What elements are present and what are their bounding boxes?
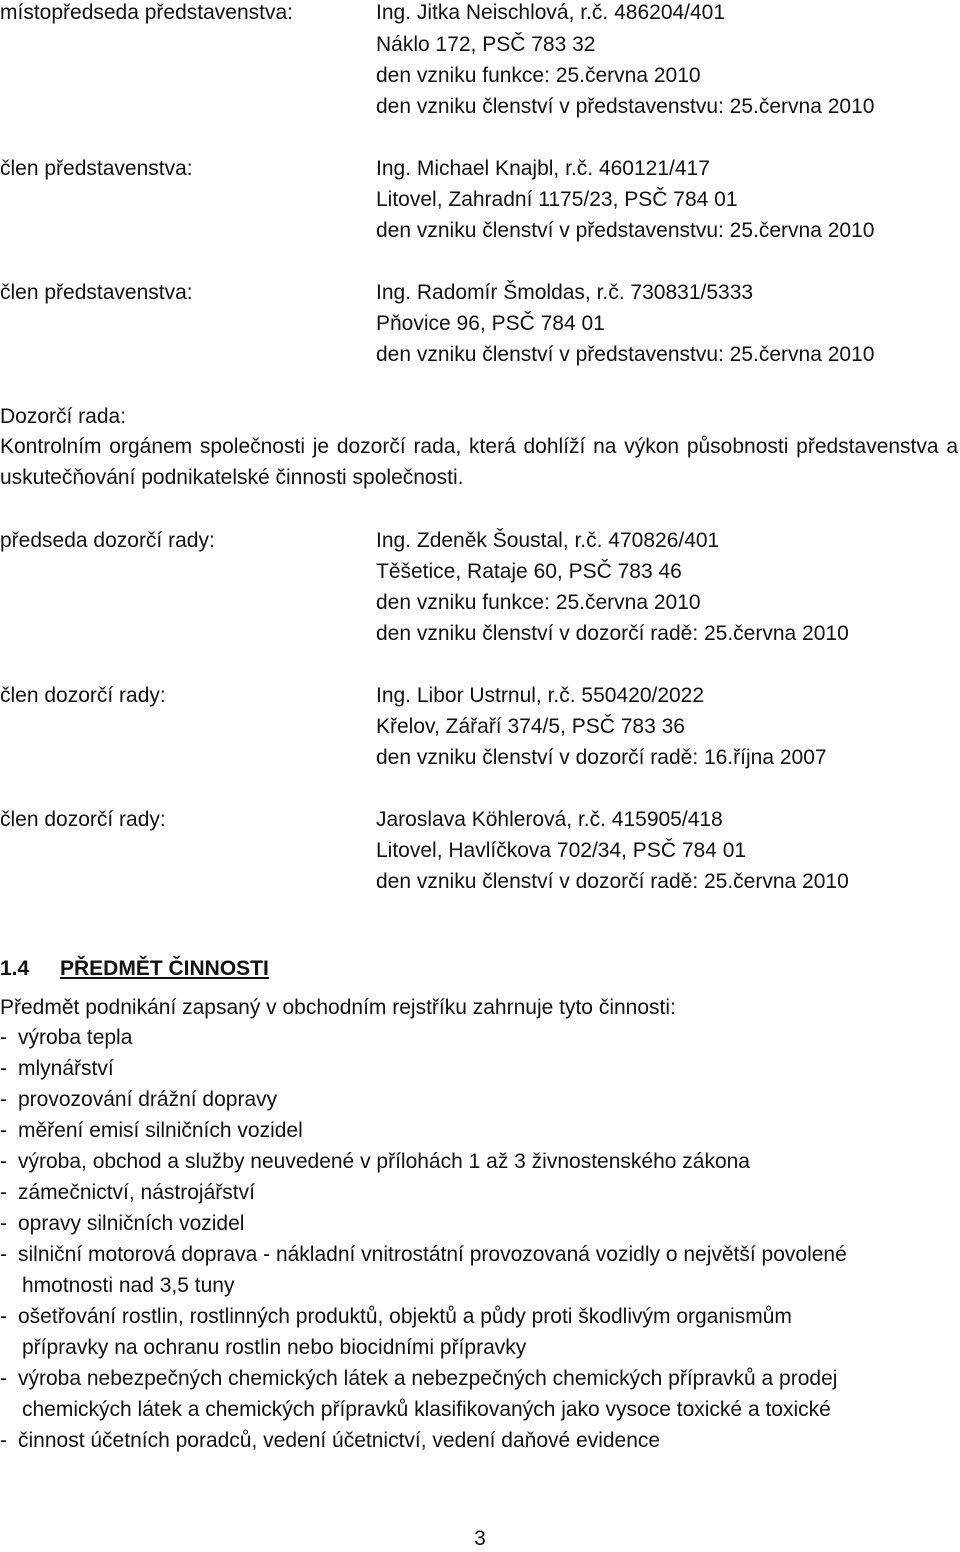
list-item-text: mlynářství bbox=[18, 1057, 114, 1080]
section-heading bbox=[0, 956, 269, 982]
member-name: Ing. Jitka Neischlová, r.č. 486204/401 bbox=[376, 1, 726, 24]
list-dash: - bbox=[0, 1088, 7, 1111]
member-date: den vzniku členství v dozorčí radě: 25.června 2010 bbox=[376, 622, 849, 645]
list-item-text: výroba nebezpečných chemických látek a nebezpečných chemických přípravků a prodej bbox=[18, 1367, 838, 1390]
list-dash: - bbox=[0, 1150, 7, 1173]
list-item-continuation: chemických látek a chemických přípravků klasifikovaných jako vysoce toxické a toxické bbox=[22, 1398, 831, 1421]
list-item-text: silniční motorová doprava - nákladní vnitrostátní provozovaná vozidly o největší povolené bbox=[18, 1243, 847, 1266]
list-item bbox=[0, 1428, 660, 1454]
list-item bbox=[0, 1087, 277, 1113]
member-date: den vzniku členství v představenstvu: 25.června 2010 bbox=[376, 219, 875, 242]
member-address: Pňovice 96, PSČ 784 01 bbox=[376, 312, 605, 335]
member-date: den vzniku členství v představenstvu: 25.června 2010 bbox=[376, 95, 875, 118]
list-item bbox=[0, 1366, 837, 1392]
list-item-continuation: přípravky na ochranu rostlin nebo biocidními přípravky bbox=[22, 1336, 527, 1359]
role-label: člen představenstva: bbox=[0, 157, 193, 180]
role-label: předseda dozorčí rady: bbox=[0, 529, 215, 552]
list-item bbox=[0, 1118, 303, 1144]
list-item-text: výroba, obchod a služby neuvedené v přílohách 1 až 3 živnostenského zákona bbox=[18, 1150, 750, 1173]
role-label: člen dozorčí rady: bbox=[0, 808, 166, 831]
member-address: Litovel, Zahradní 1175/23, PSČ 784 01 bbox=[376, 188, 738, 211]
list-item-text: ošetřování rostlin, rostlinných produktů, objektů a půdy proti škodlivým organismům bbox=[18, 1305, 792, 1328]
supervisory-paragraph: Kontrolním orgánem společnosti je dozorčí rada, která dohlíží na výkon působnosti představenstva a uskutečňování podnikatelské činnosti společnosti. bbox=[0, 435, 958, 489]
list-item bbox=[0, 1149, 750, 1175]
list-dash: - bbox=[0, 1026, 7, 1049]
page-number: 3 bbox=[474, 1527, 486, 1550]
section-intro: Předmět podnikání zapsaný v obchodním rejstříku zahrnuje tyto činnosti: bbox=[0, 996, 676, 1019]
list-item-text: měření emisí silničních vozidel bbox=[18, 1119, 303, 1142]
member-name: Ing. Michael Knajbl, r.č. 460121/417 bbox=[376, 157, 710, 180]
list-dash: - bbox=[0, 1243, 7, 1266]
list-dash: - bbox=[0, 1305, 7, 1328]
member-address: Křelov, Zářaří 374/5, PSČ 783 36 bbox=[376, 715, 685, 738]
list-item-text: činnost účetních poradců, vedení účetnictví, vedení daňové evidence bbox=[18, 1429, 661, 1452]
member-name: Ing. Libor Ustrnul, r.č. 550420/2022 bbox=[376, 684, 705, 707]
member-date: den vzniku funkce: 25.června 2010 bbox=[376, 64, 701, 87]
role-label: místopředseda představenstva: bbox=[0, 1, 293, 24]
section-title: PŘEDMĚT ČINNOSTI bbox=[60, 957, 269, 980]
list-dash: - bbox=[0, 1181, 7, 1204]
list-item bbox=[0, 1180, 255, 1206]
supervisory-heading: Dozorčí rada: bbox=[0, 405, 127, 428]
list-item bbox=[0, 1242, 847, 1268]
list-item bbox=[0, 1304, 792, 1330]
member-date: den vzniku členství v představenstvu: 25.června 2010 bbox=[376, 343, 875, 366]
member-name: Jaroslava Köhlerová, r.č. 415905/418 bbox=[376, 808, 723, 831]
list-item-text: výroba tepla bbox=[18, 1026, 133, 1049]
list-item bbox=[0, 1056, 114, 1082]
member-name: Ing. Zdeněk Šoustal, r.č. 470826/401 bbox=[376, 529, 720, 552]
list-dash: - bbox=[0, 1057, 7, 1080]
list-item bbox=[0, 1211, 244, 1237]
role-label: člen dozorčí rady: bbox=[0, 684, 166, 707]
member-address: Litovel, Havlíčkova 702/34, PSČ 784 01 bbox=[376, 839, 747, 862]
member-date: den vzniku členství v dozorčí radě: 25.června 2010 bbox=[376, 870, 849, 893]
list-dash: - bbox=[0, 1119, 7, 1142]
list-dash: - bbox=[0, 1429, 7, 1452]
member-name: Ing. Radomír Šmoldas, r.č. 730831/5333 bbox=[376, 281, 754, 304]
role-label: člen představenstva: bbox=[0, 281, 193, 304]
member-date: den vzniku členství v dozorčí radě: 16.října 2007 bbox=[376, 746, 827, 769]
member-date: den vzniku funkce: 25.června 2010 bbox=[376, 591, 701, 614]
list-item-continuation: hmotnosti nad 3,5 tuny bbox=[22, 1274, 235, 1297]
member-address: Těšetice, Rataje 60, PSČ 783 46 bbox=[376, 560, 682, 583]
list-item bbox=[0, 1025, 132, 1051]
list-dash: - bbox=[0, 1212, 7, 1235]
list-dash: - bbox=[0, 1367, 7, 1390]
list-item-text: opravy silničních vozidel bbox=[18, 1212, 245, 1235]
section-number: 1.4 bbox=[0, 957, 30, 980]
list-item-text: provozování drážní dopravy bbox=[18, 1088, 278, 1111]
member-address: Náklo 172, PSČ 783 32 bbox=[376, 33, 596, 56]
list-item-text: zámečnictví, nástrojářství bbox=[18, 1181, 255, 1204]
